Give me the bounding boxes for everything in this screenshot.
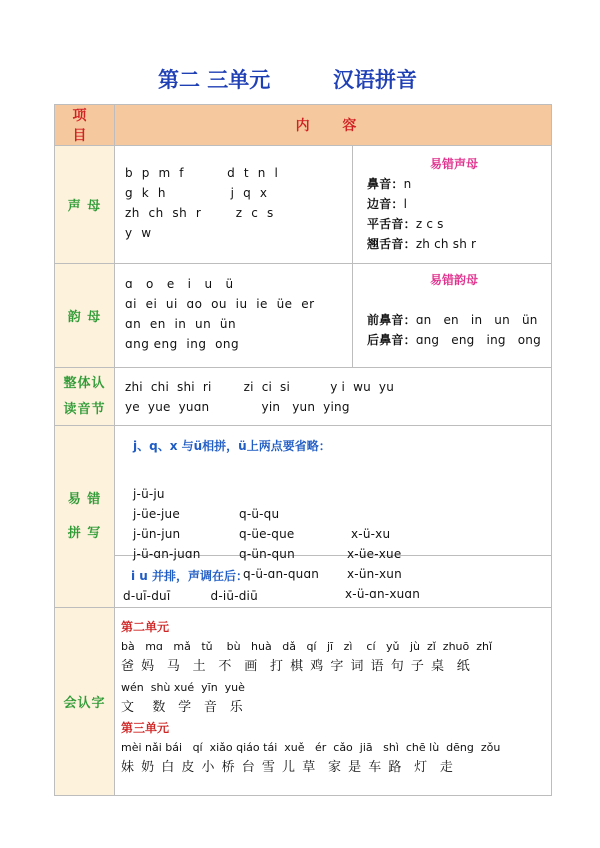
final-type: 前鼻音： [367,313,416,327]
zhengti-line: ye yue yuɑn yin yun ying [125,400,350,414]
header-content: 内 容 [115,105,552,146]
final-values: ɑng eng ing ong [415,333,541,347]
yunmu-line: ɑn en in un ün [125,317,237,331]
initial-values: zh ch sh r [415,237,477,251]
final-type: 后鼻音： [367,333,416,347]
initial-values: z c s [415,217,444,231]
initial-values: n [403,177,412,191]
easy-wrong-initials [353,146,552,264]
easy-wrong-finals-title: 易错韵母 [429,273,478,287]
content-table [54,104,552,796]
label-yicuo [55,426,115,608]
spell-x: x-ü-ɑn-xuɑn [345,587,421,601]
unit2-characters: 文 数 学 音 乐 [121,700,245,715]
label-yicuo-line2: 拼 写 [67,525,102,541]
row-huiren [55,608,552,796]
label-zhengti-line1: 整体认 [63,375,106,391]
spell-x: x-ü-xu [351,527,391,541]
shengmu-line: y w [125,226,152,240]
row-yicuo [55,426,552,556]
spell-q: q-ü-qu [239,507,280,521]
label-yicuo-line1: 易 错 [67,491,102,507]
initial-type: 边音： [367,197,404,211]
spell-x: x-üe-xue [347,547,402,561]
spell-j: j-ü-ju [133,487,165,501]
easy-wrong-finals [353,264,552,368]
unit2-characters: 爸 妈 马 土 不 画 打 棋 鸡 字 词 语 句 子 桌 纸 [121,659,472,674]
yunmu-line: ɑ o e i u ü [125,277,234,291]
table-header [55,105,552,146]
easy-wrong-initials-title: 易错声母 [429,157,478,171]
label-shengmu: 声 母 [55,146,115,264]
unit2-title: 第二单元 [121,620,170,634]
spell-j: j-ün-jun [133,527,181,541]
yunmu-line: ɑi ei ui ɑo ou iu ie üe er [125,297,315,311]
label-zhengti [55,368,115,426]
yunmu-list [115,264,353,368]
label-yunmu: 韵 母 [55,264,115,368]
unit3-title: 第三单元 [121,721,170,735]
label-zhengti-line2: 读音节 [63,401,106,417]
page-title [0,64,600,98]
initial-type: 平舌音： [367,217,416,231]
spell-q: q-ü-ɑn-quɑn [243,567,320,581]
initial-values: l [403,197,408,211]
unit3-pinyin: mèi nǎi bái qí xiǎo qiáo tái xuě ér cǎo jiā shì chē lù dēng zǒu [121,741,501,754]
yunmu-line: ɑng eng ing ong [125,337,240,351]
unit2-pinyin: bà mɑ mǎ tǔ bù huà dǎ qí jī zì cí yǔ jù zǐ zhuō zhǐ [121,640,493,653]
zhengti-list [115,368,552,426]
spell-j: j-ü-ɑn-juɑn [133,547,201,561]
huiren-list [115,608,552,796]
shengmu-list [115,146,353,264]
title-topic: 汉语拼音 [333,68,417,92]
spell-x: x-ün-xun [347,567,402,581]
initial-type: 翘舌音： [367,237,416,251]
label-huiren: 会认字 [55,608,115,796]
title-units: 第二 三单元 [158,68,271,92]
unit2-pinyin: wén shù xué yīn yuè [121,681,245,694]
shengmu-line: g k h j q x [125,186,268,200]
rule-jqx: j、q、x 与ü相拼，ü上两点要省略： [133,439,331,453]
row-zhengti [55,368,552,426]
rule-iu-example: d-uī-duī d-iū-diū [123,589,258,603]
header-item: 项 目 [55,105,115,146]
row-yunmu [55,264,552,368]
final-values: ɑn en in un ün [415,313,538,327]
shengmu-line: b p m f d t n l [125,166,279,180]
rule-iu: i u 并排，声调在后： [131,569,249,583]
spell-q: q-üe-que [239,527,295,541]
shengmu-line: zh ch sh r z c s [125,206,274,220]
initial-type: 鼻音： [367,177,404,191]
unit3-characters: 妹 奶 白 皮 小 桥 台 雪 儿 草 家 是 车 路 灯 走 [121,760,455,775]
spell-j: j-üe-jue [133,507,180,521]
spell-q: q-ün-qun [239,547,295,561]
zhengti-line: zhi chi shi ri zi ci si y i wu yu [125,380,395,394]
row-shengmu [55,146,552,264]
